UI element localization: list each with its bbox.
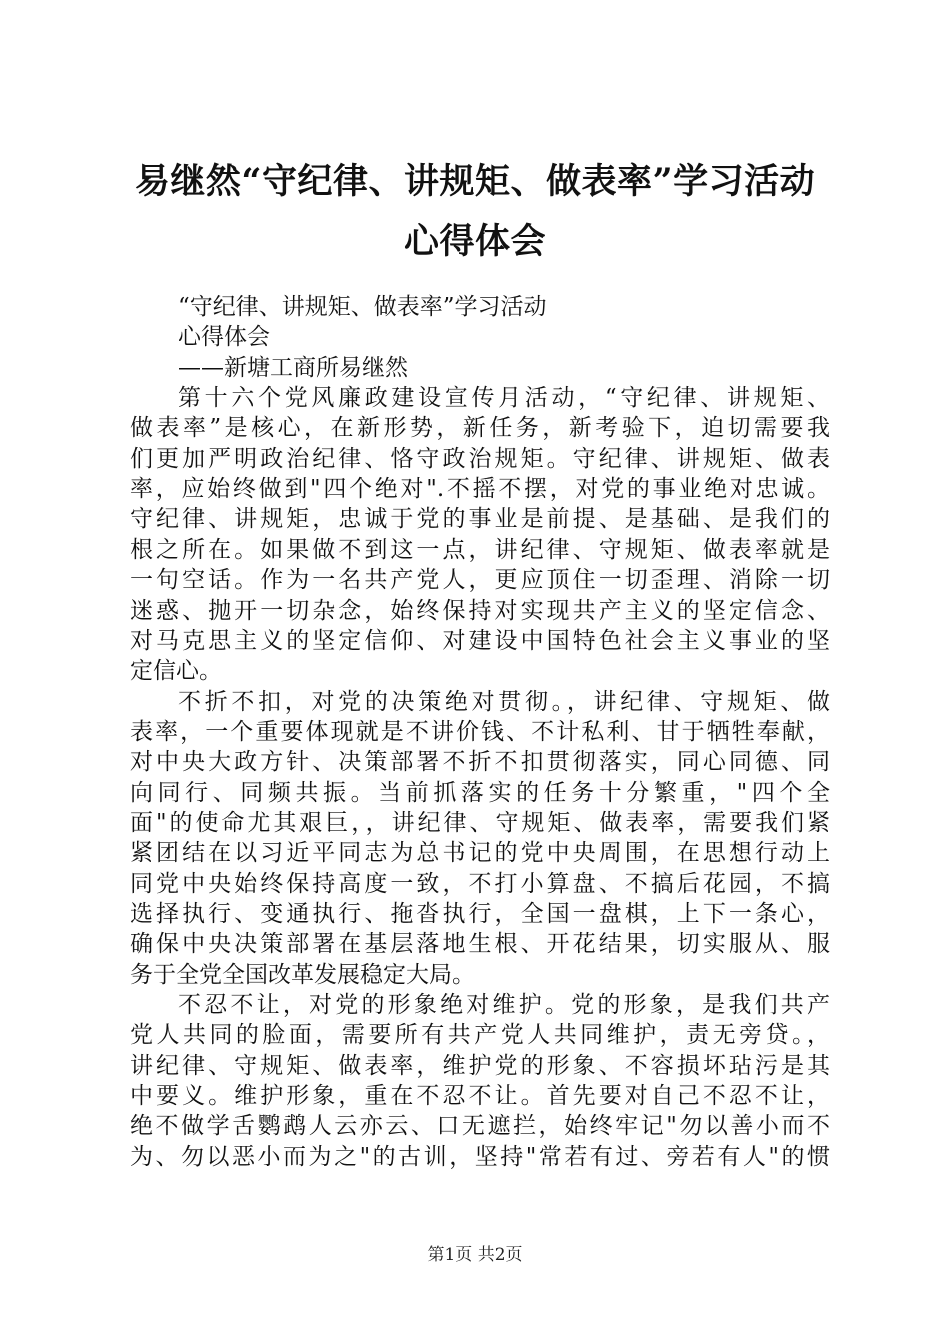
body-text-line: 率，应始终做到"四个绝对".不摇不摆，对党的事业绝对忠诚。	[130, 476, 830, 502]
body-text-line: 不折不扣，对党的决策绝对贯彻。，讲纪律、守规矩、做	[178, 689, 830, 715]
body-text-line: 根之所在。如果做不到这一点，讲纪律、守规矩、做表率就是	[130, 537, 830, 563]
body-text-line: 守纪律、讲规矩，忠诚于党的事业是前提、是基础、是我们的	[130, 506, 830, 532]
body-text-line: 面"的使命尤其艰巨，，讲纪律、守规矩、做表率，需要我们紧	[130, 810, 830, 836]
body-text-line: 不忍不让，对党的形象绝对维护。党的形象，是我们共产	[178, 992, 830, 1018]
body-text-line: 中要义。维护形象，重在不忍不让。首先要对自己不忍不让，	[130, 1083, 830, 1109]
document-title-line-2: 心得体会	[403, 221, 546, 262]
body-text-line: 做表率”是核心，在新形势，新任务，新考验下，迫切需要我	[130, 415, 830, 441]
body-text-line: 对中央大政方针、决策部署不折不扣贯彻落实，同心同德、同	[130, 749, 830, 775]
body-text-line: 表率，一个重要体现就是不讲价钱、不计私利、甘于牺牲奉献，	[130, 719, 830, 745]
body-text-line: 绝不做学舌鹦鹉人云亦云、口无遮拦，始终牢记"勿以善小而不	[130, 1113, 830, 1139]
body-text-line: “守纪律、讲规矩、做表率”学习活动	[178, 294, 547, 320]
document-title-line-1: 易继然“守纪律、讲规矩、做表率”学习活动	[134, 161, 816, 202]
body-text-line: 向同行、同频共振。当前抓落实的任务十分繁重，"四个全	[130, 780, 830, 806]
body-text-line: 迷惑、抛开一切杂念，始终保持对实现共产主义的坚定信念、	[130, 598, 830, 624]
body-text-line: 定信心。	[130, 658, 222, 684]
body-text-line: 同党中央始终保持高度一致，不打小算盘、不搞后花园，不搞	[130, 871, 830, 897]
body-text-line: ——新塘工商所易继然	[178, 355, 408, 381]
page-footer: 第1页 共2页	[427, 1245, 523, 1265]
body-text-line: 心得体会	[178, 324, 270, 350]
body-text-line: 务于全党全国改革发展稳定大局。	[130, 962, 475, 988]
body-text-line: 们更加严明政治纪律、恪守政治规矩。守纪律、讲规矩、做表	[130, 446, 830, 472]
body-text-line: 选择执行、变通执行、拖沓执行，全国一盘棋，上下一条心，	[130, 901, 830, 927]
body-text-line: 确保中央决策部署在基层落地生根、开花结果，切实服从、服	[130, 931, 830, 957]
body-text-line: 第十六个党风廉政建设宣传月活动，“守纪律、讲规矩、	[178, 385, 830, 411]
body-text-line: 党人共同的脸面，需要所有共产党人共同维护，责无旁贷。，	[130, 1022, 830, 1048]
body-text-line: 对马克思主义的坚定信仰、对建设中国特色社会主义事业的坚	[130, 628, 830, 654]
body-text-line: 讲纪律、守规矩、做表率，维护党的形象、不容损坏玷污是其	[130, 1053, 830, 1079]
body-text-line: 紧团结在以习近平同志为总书记的党中央周围，在思想行动上	[130, 840, 830, 866]
body-text-line: 为、勿以恶小而为之"的古训，坚持"常若有过、旁若有人"的惯	[130, 1144, 830, 1170]
body-text-line: 一句空话。作为一名共产党人，更应顶住一切歪理、消除一切	[130, 567, 830, 593]
